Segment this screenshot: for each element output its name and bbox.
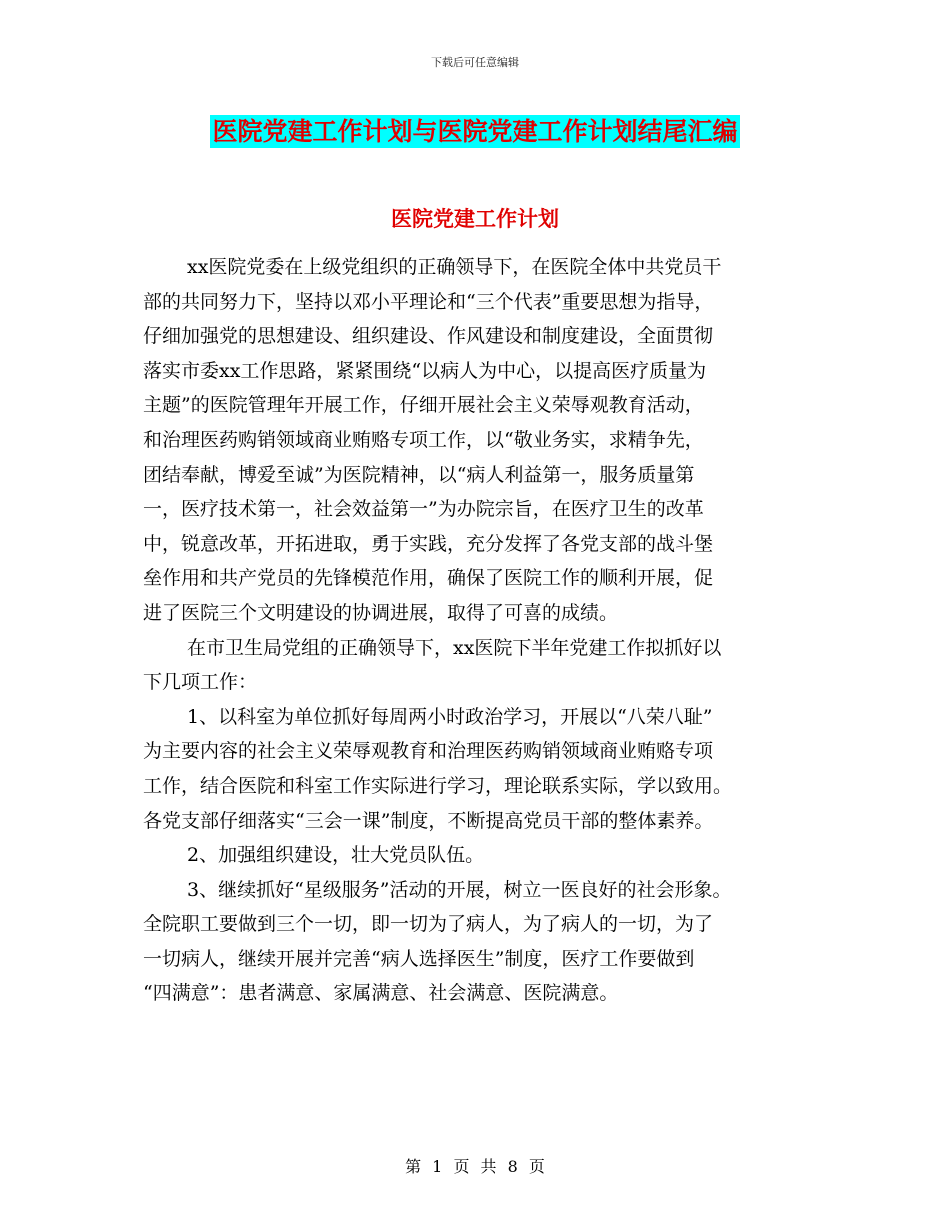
text-line: xx医院党委在上级党组织的正确领导下，在医院全体中共党员干: [187, 256, 722, 278]
text-line: 和治理医药购销领域商业贿赂专项工作，以“敬业务实，求精争先，: [143, 428, 704, 451]
page-footer: 第 1 页 共 8 页: [405, 1157, 545, 1176]
text-line: 全院职工要做到三个一切，即一切为了病人，为了病人的一切，为了: [143, 913, 714, 936]
text-line: 2、加强组织建设，壮大党员队伍。: [187, 844, 485, 867]
text-line: 一，医疗技术第一，社会效益第一”为办院宗旨，在医疗卫生的改革: [143, 498, 704, 521]
section-title: 医院党建工作计划: [391, 206, 559, 231]
text-line: 下几项工作：: [143, 671, 258, 694]
text-line: 1、以科室为单位抓好每周两小时政治学习，开展以“八荣八耻”: [187, 705, 713, 728]
text-line: 团结奉献，博爱至诚”为医院精神，以“病人利益第一，服务质量第: [143, 463, 695, 486]
text-line: 仔细加强党的思想建设、组织建设、作风建设和制度建设，全面贯彻: [143, 325, 714, 348]
text-line: 3、继续抓好“星级服务”活动的开展，树立一医良好的社会形象。: [187, 878, 732, 901]
text-line: 为主要内容的社会主义荣辱观教育和治理医药购销领域商业贿赂专项: [143, 740, 714, 763]
text-line: 进了医院三个文明建设的协调进展，取得了可喜的成绩。: [143, 601, 619, 624]
text-line: 垒作用和共产党员的先锋模范作用，确保了医院工作的顺利开展，促: [143, 567, 714, 590]
text-line: 部的共同努力下，坚持以邓小平理论和“三个代表”重要思想为指导，: [143, 290, 714, 313]
text-line: 一切病人，继续开展并完善“病人选择医生”制度，医疗工作要做到: [143, 947, 695, 970]
body-text: [143, 250, 833, 1011]
document-title-text: 医院党建工作计划与医院党建工作计划结尾汇编: [212, 117, 738, 146]
text-line: 工作，结合医院和科室工作实际进行学习，理论联系实际，学以致用。: [143, 774, 733, 797]
header-note: 下载后可任意编辑: [431, 56, 519, 69]
text-line: 各党支部仔细落实“三会一课”制度，不断提高党员干部的整体素养。: [143, 809, 714, 832]
text-line: 主题”的医院管理年开展工作，仔细开展社会主义荣辱观教育活动，: [143, 394, 704, 417]
text-line: 中，锐意改革，开拓进取，勇于实践，充分发挥了各党支部的战斗堡: [143, 532, 714, 555]
text-line: “四满意”：患者满意、家属满意、社会满意、医院满意。: [143, 982, 619, 1005]
text-line: 落实市委xx工作思路，紧紧围绕“以病人为中心，以提高医疗质量为: [143, 359, 707, 382]
document-title: [0, 112, 950, 148]
text-line: 在市卫生局党组的正确领导下，xx医院下半年党建工作拟抓好以: [187, 636, 722, 659]
